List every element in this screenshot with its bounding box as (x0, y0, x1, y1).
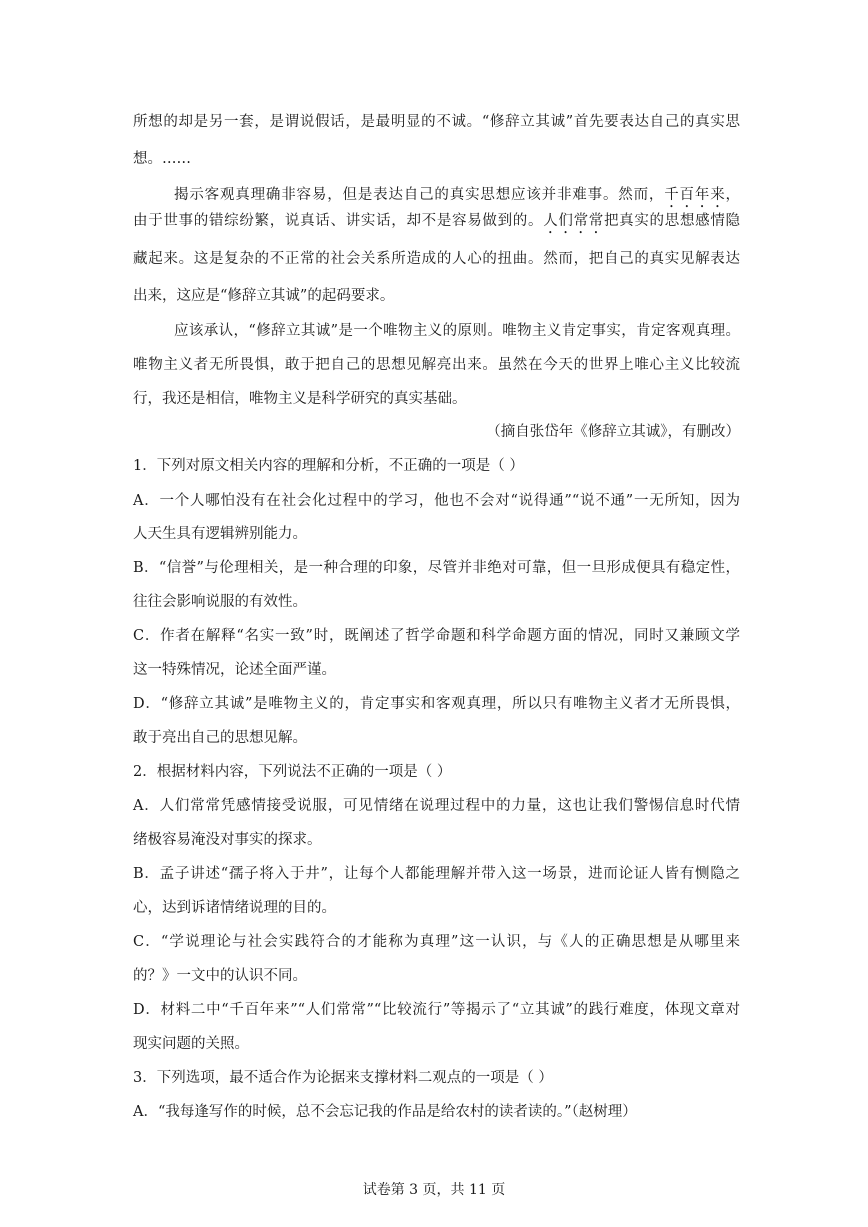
question-stem: 1．下列对原文相关内容的理解和分析，不正确的一项是（ ） (133, 458, 524, 474)
passage-line: 行，我还是相信，唯物主义是科学研究的真实基础。 (133, 391, 467, 407)
option-c: C．作者在解释“名实一致”时，既阐述了哲学命题和科学命题方面的情况，同时又兼顾文学 (133, 628, 740, 644)
option-d: D．材料二中“千百年来”“人们常常”“比较流行”等揭示了“立其诚”的践行难度，体现文章对 (133, 1002, 740, 1018)
option-a-cont: 人天生具有逻辑辨别能力。 (133, 526, 307, 542)
emphasis-text: 人们常常 (543, 213, 604, 229)
passage-line: 藏起来。这是复杂的不正常的社会关系所造成的人心的扭曲。然而，把自己的真实见解表达 (133, 251, 740, 267)
passage-line: 由于世事的错综纷繁，说真话、讲实话，却不是容易做到的。人们常常把真实的思想感情隐 (133, 213, 741, 229)
passage-line: 所想的却是另一套，是谓说假话，是最明显的不诚。“修辞立其诚”首先要表达自己的真实思 (133, 114, 740, 130)
passage-line: 唯物主义者无所畏惧，敢于把自己的思想见解亮出来。虽然在今天的世界上唯心主义比较流 (133, 357, 741, 373)
option-a: A．“我每逢写作的时候，总不会忘记我的作品是给农村的读者读的。”（赵树理） (133, 1104, 637, 1120)
option-c: C．“学说理论与社会实践符合的才能称为真理”这一认识，与《人的正确思想是从哪里来 (133, 934, 740, 950)
question-stem: 3．下列选项，最不适合作为论据来支撑材料二观点的一项是（ ） (133, 1070, 553, 1086)
passage-line: 应该承认，“修辞立其诚”是一个唯物主义的原则。唯物主义肯定事实，肯定客观真理。 (174, 323, 740, 339)
passage-line: 揭示客观真理确非容易，但是表达自己的真实思想应该并非难事。然而，千百年来， (174, 187, 741, 203)
option-d-cont: 现实问题的关照。 (133, 1036, 249, 1052)
option-a-cont: 绪极容易淹没对事实的探求。 (133, 832, 322, 848)
option-b: B．孟子讲述“孺子将入于井”，让每个人都能理解并带入这一场景，进而论证人皆有恻隐之 (133, 866, 740, 882)
question-stem: 2．根据材料内容，下列说法不正确的一项是（ ） (133, 764, 452, 780)
option-a: A．一个人哪怕没有在社会化过程中的学习，他也不会对“说得通”“说不通”一无所知，因为 (133, 493, 740, 509)
option-a: A．人们常常凭感情接受说服，可见情绪在说理过程中的力量，这也让我们警惕信息时代情 (133, 798, 740, 814)
passage-line: 想。…… (133, 151, 191, 167)
passage-line: 出来，这应是“修辞立其诚”的起码要求。 (133, 288, 395, 304)
option-b-cont: 心，达到诉诸情绪说理的目的。 (133, 900, 336, 916)
emphasis-text: 千百年来 (664, 187, 726, 203)
option-b-cont: 往往会影响说服的有效性。 (133, 594, 307, 610)
page-footer: 试卷第 3 页，共 11 页 (362, 1182, 506, 1198)
option-b: B．“信誉”与伦理相关，是一种合理的印象，尽管并非绝对可靠，但一旦形成便具有稳定性， (133, 560, 740, 576)
option-c-cont: 的？》一文中的认识不同。 (133, 968, 307, 984)
option-d: D．“修辞立其诚”是唯物主义的，肯定事实和客观真理，所以只有唯物主义者才无所畏惧， (133, 696, 740, 712)
option-c-cont: 这一特殊情况，论述全面严谨。 (133, 662, 336, 678)
source-citation: （摘自张岱年《修辞立其诚》，有删改） (486, 424, 740, 440)
option-d-cont: 敢于亮出自己的思想见解。 (133, 730, 307, 746)
